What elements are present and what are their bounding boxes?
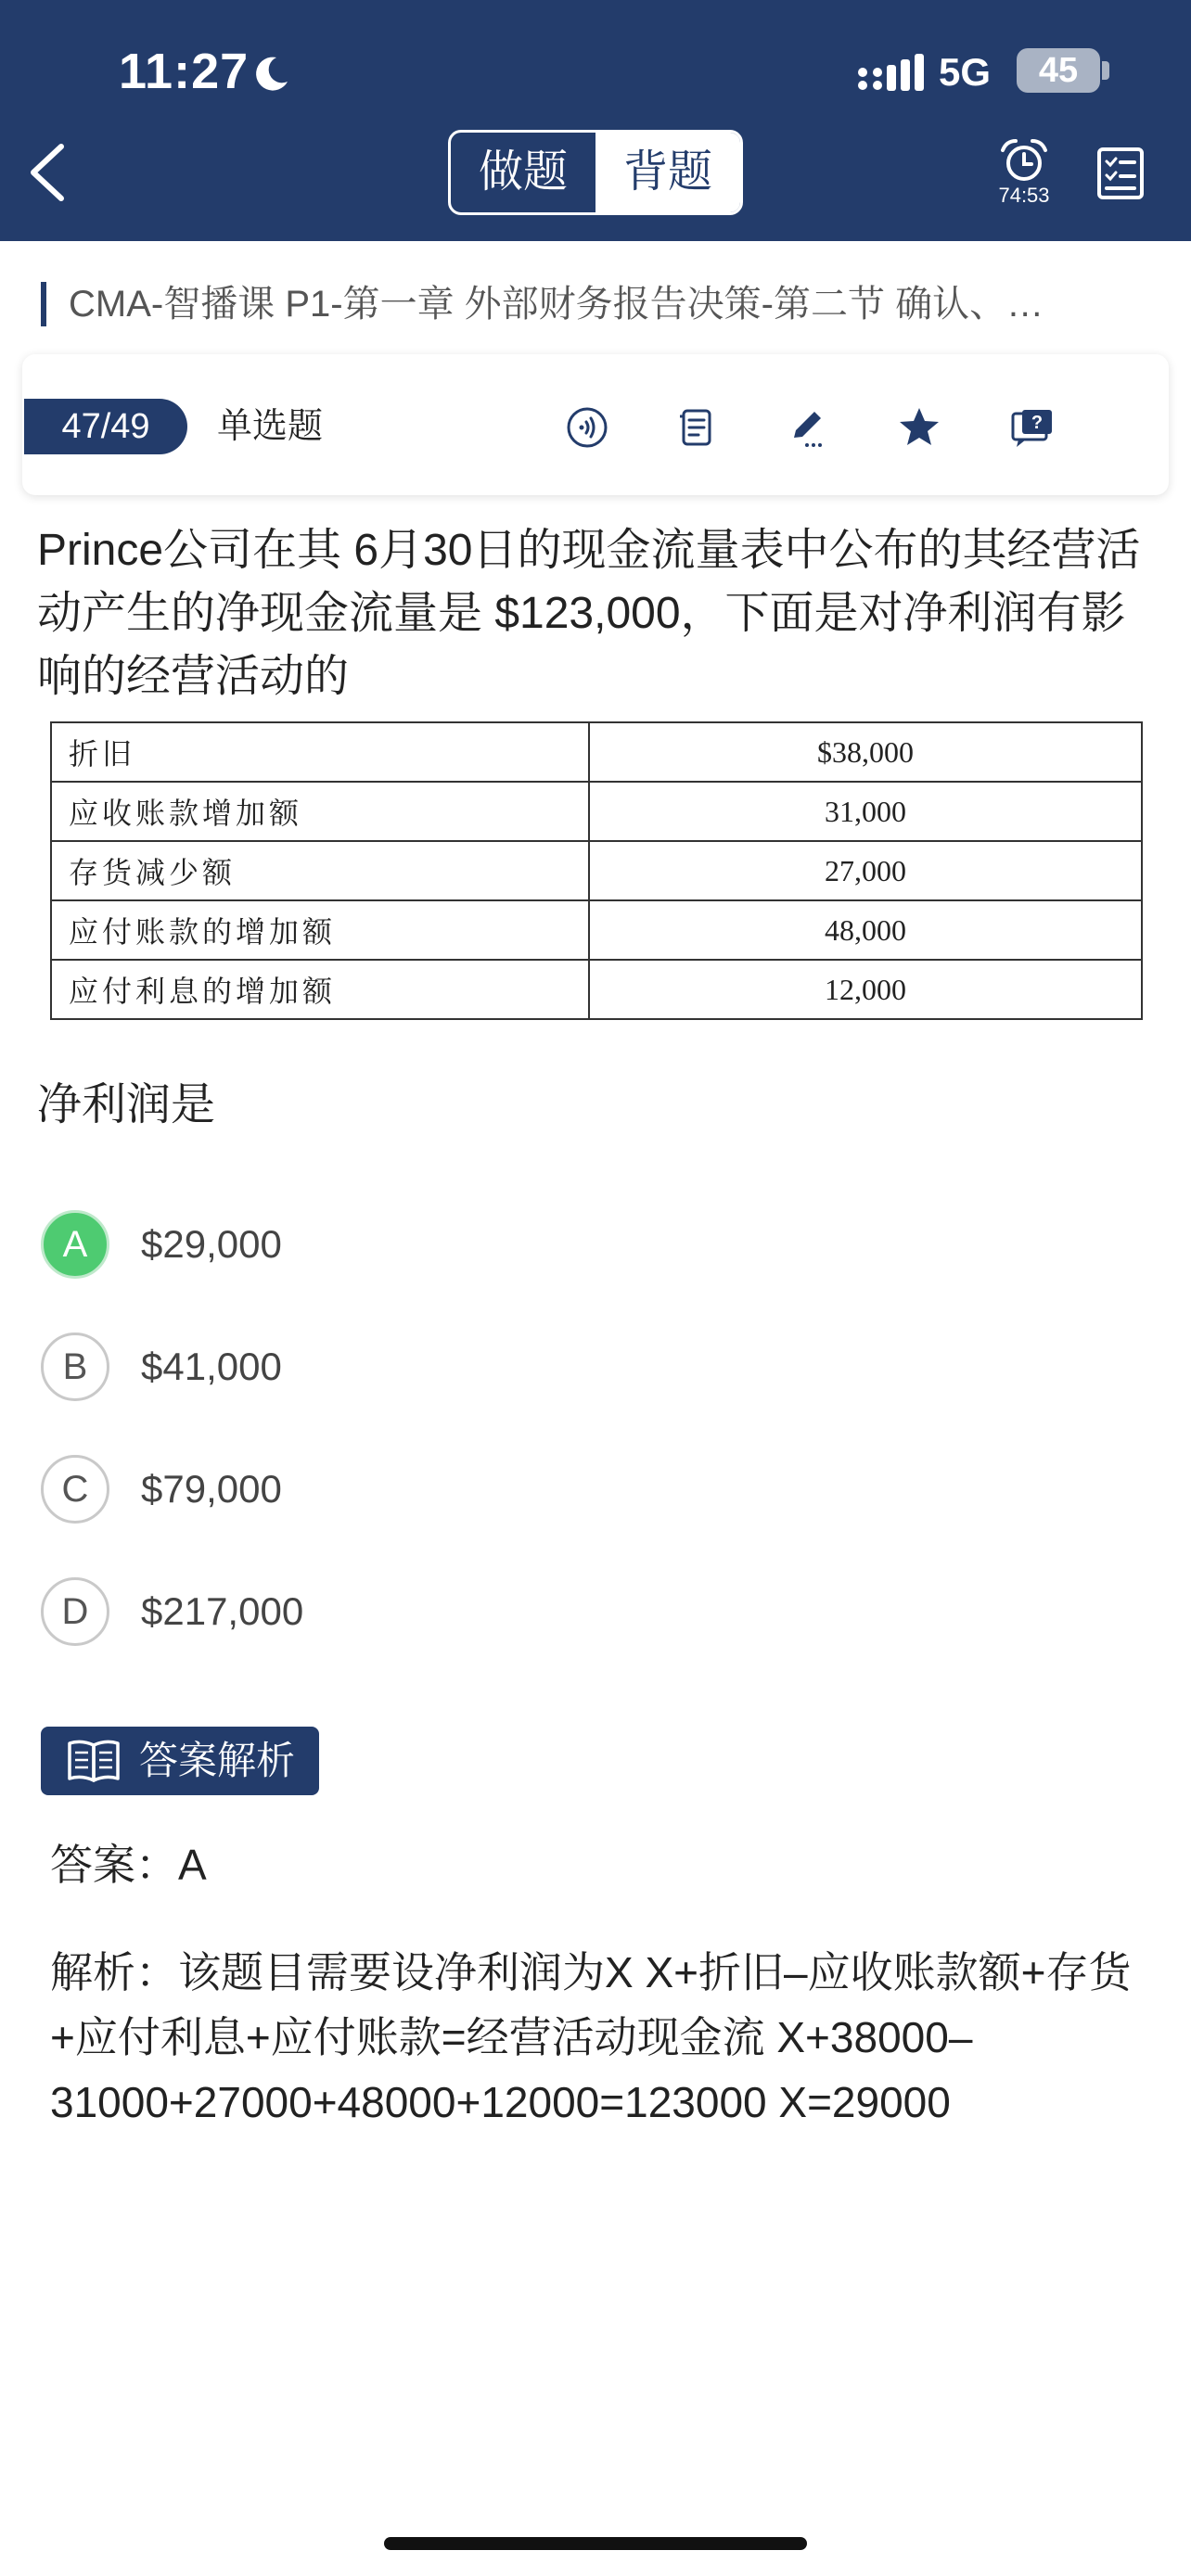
table-row [51,841,1142,900]
option-letter: C [41,1455,109,1524]
battery-level: 45 [1038,51,1079,90]
timer-button[interactable] [983,137,1065,215]
correct-answer: 答案：A [50,1841,207,1889]
option-text: $79,000 [141,1467,282,1511]
option-a[interactable] [41,1207,876,1282]
table-cell-label: 折旧 [51,722,589,782]
table-row [51,960,1142,1019]
notes-icon[interactable] [672,402,722,453]
star-icon[interactable] [894,402,944,453]
table-cell-label: 应收账款增加额 [51,782,589,841]
signal-icon [857,52,924,93]
option-text: $217,000 [141,1589,304,1633]
option-letter: B [41,1333,109,1401]
analysis-badge [41,1727,319,1795]
table-cell-value: 31,000 [589,782,1142,841]
table-row [51,782,1142,841]
breadcrumb-text: CMA-智播课 P1-第一章 外部财务报告决策-第二节 确认、… [69,284,1044,325]
option-text: $41,000 [141,1345,282,1388]
table-cell-value: $38,000 [589,722,1142,782]
table-row [51,900,1142,960]
option-letter: D [41,1577,109,1646]
timer-text: 74:53 [998,184,1050,207]
option-d[interactable] [41,1575,876,1649]
svg-text:?: ? [1031,413,1044,433]
battery-tip [1102,61,1109,80]
answer-sheet-icon[interactable] [1096,147,1145,200]
option-letter: A [41,1210,109,1279]
back-icon[interactable] [22,139,74,206]
table-cell-value: 48,000 [589,900,1142,960]
network-type: 5G [939,50,992,94]
breadcrumb-accent-bar [41,282,46,326]
mode-switch [448,130,743,215]
question-meta-card [22,354,1169,495]
home-indicator[interactable] [384,2537,807,2550]
table-cell-label: 应付利息的增加额 [51,960,589,1019]
alarm-clock-icon [997,137,1051,182]
breadcrumb [41,278,1154,330]
feedback-icon[interactable] [1005,402,1056,453]
question-text: Prince公司在其 6月30日的现金流量表中公布的其经营活动产生的净现金流量是 $123,000，下面是对净利润有影响的经营活动的 [37,526,1141,701]
sub-question: 净利润是 [37,1080,216,1129]
question-progress: 47/49 [24,399,187,454]
option-b[interactable] [41,1330,876,1404]
analysis-label: 答案解析 [139,1739,296,1782]
question-data-table [50,721,1143,1020]
table-cell-value: 27,000 [589,841,1142,900]
table-cell-value: 12,000 [589,960,1142,1019]
option-c[interactable] [41,1452,876,1526]
analysis-text: 解析：该题目需要设净利润为X X+折旧–应收账款额+存货+应付利息+应付账款=经营活动现金流 X+38000–31000+27000+48000+12000=123000 X=29000 [50,1948,1132,2126]
tab-memorize[interactable]: 背题 [596,133,740,212]
status-time: 11:27 [119,44,250,99]
table-row [51,722,1142,782]
question-type: 单选题 [217,407,324,446]
book-icon [65,1736,122,1786]
top-header [0,0,1191,241]
table-cell-label: 应付账款的增加额 [51,900,589,960]
battery-indicator [1017,48,1100,93]
tab-practice[interactable]: 做题 [478,147,568,197]
edit-icon[interactable] [783,402,833,453]
moon-icon [249,52,293,96]
table-cell-label: 存货减少额 [51,841,589,900]
audio-icon[interactable] [562,402,612,453]
option-text: $29,000 [141,1222,282,1266]
